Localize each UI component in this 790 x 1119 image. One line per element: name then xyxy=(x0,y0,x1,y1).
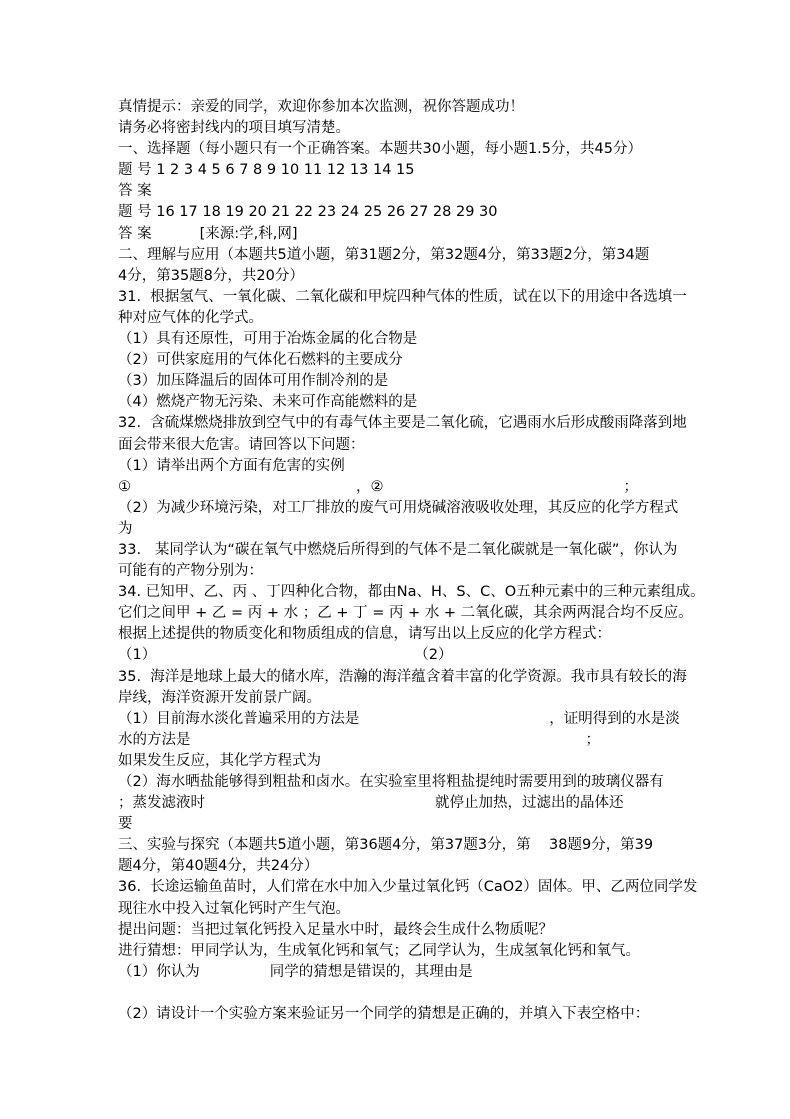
q36-part1[interactable] xyxy=(118,962,678,983)
section2-heading-cont: 4分，第35题8分，共20分） xyxy=(118,267,304,284)
q31-text: 31. 根据氢气、一氧化碳、二氧化碳和甲烷四种气体的性质，试在以下的用途中各选填一 xyxy=(118,288,687,305)
q35-part1-text-c: 水的方法是 xyxy=(118,731,191,748)
q33-text: 33. 某同学认为“碳在氧气中燃烧后所得到的气体不是二氧化碳就是一氧化碳”，你认为 xyxy=(118,541,678,558)
q35-part1-line2[interactable] xyxy=(118,730,678,751)
q36-text: 36. 长途运输鱼苗时，人们常在水中加入少量过氧化钙（CaO2）固体。甲、乙两位同学发 xyxy=(118,879,698,896)
question-numbers: 1 2 3 4 5 6 7 8 9 10 11 12 13 14 15 xyxy=(156,162,415,179)
answer-row-2[interactable] xyxy=(118,224,678,245)
q36-part2: （2）请设计一个实验方案来验证另一个同学的猜想是正确的，并填入下表空格中： xyxy=(118,1006,650,1023)
q35-text-cont: 岸线，海洋资源开发前景广阔。 xyxy=(118,689,321,706)
q32-text: 32. 含硫煤燃烧排放到空气中的有毒气体主要是二氧化硫，它遇雨水后形成酸雨降落到地 xyxy=(118,415,687,432)
q35-text: 35. 海洋是地球上最大的储水库，浩瀚的海洋蕴含着丰富的化学资源。我市具有较长的海 xyxy=(118,668,687,685)
q36-part1-text-b: 同学的猜想是错误的，其理由是 xyxy=(269,963,473,980)
q36-text-cont: 现往水中投入过氧化钙时产生气泡。 xyxy=(118,900,350,917)
q35-part2-line3[interactable]: 要 xyxy=(118,816,133,833)
blank-line[interactable] xyxy=(118,983,678,1004)
section1-heading: 一、选择题（每小题只有一个正确答案。本题共30小题，每小题1.5分，共45分） xyxy=(118,141,642,158)
q32-part2-end[interactable]: 为 xyxy=(118,520,133,537)
source-note: [来源:学,科,网] xyxy=(199,225,298,242)
q31-part4: （4）燃烧产物无污染、未来可作高能燃料的是 xyxy=(118,394,418,411)
q34-text-3: 根据上述提供的物质变化和物质组成的信息，请写出以上反应的化学方程式： xyxy=(118,626,611,643)
q31-text-cont: 种对应气体的化学式。 xyxy=(118,309,263,326)
exam-page xyxy=(118,97,705,1025)
q35-part2-text-b: ；蒸发滤液时 xyxy=(118,795,205,812)
q35-part1[interactable] xyxy=(118,709,678,730)
q31-part2: （2）可供家庭用的气体化石燃料的主要成分 xyxy=(118,352,403,369)
section3-heading: 三、实验与探究（本题共5道小题，第36题4分，第37题3分，第 38题9分，第39 xyxy=(118,837,654,854)
question-number-row-2 xyxy=(118,202,678,223)
q34-text: 34. 已知甲、乙、丙 、丁四种化合物，都由Na、H、S、C、O五种元素中的三种元素组成。 xyxy=(118,584,705,601)
blank-2-label: ，② xyxy=(356,478,384,495)
answer-2-label: （2） xyxy=(414,647,453,664)
q35-part1-line3[interactable]: 如果发生反应，其化学方程式为 xyxy=(118,752,321,769)
answer-row-1[interactable]: 答 案 xyxy=(118,183,152,200)
q35-part2-line2[interactable] xyxy=(118,793,678,814)
intro-notice: 请务必将密封线内的项目填写清楚。 xyxy=(118,120,350,137)
answer-label: 答 案 xyxy=(118,225,152,242)
intro-tip: 真情提示：亲爱的同学，欢迎你参加本次监测，祝你答题成功！ xyxy=(118,99,524,115)
q33-text-cont[interactable]: 可能有的产物分别为： xyxy=(118,563,263,580)
section3-heading-cont: 题4分，第40题4分，共24分） xyxy=(118,858,319,875)
q34-text-2: 它们之间甲 + 乙 = 丙 + 水 ；乙 + 丁 = 丙 + 水 + 二氧化碳，其余两两混合均不反应。 xyxy=(118,605,693,622)
section2-heading: 二、理解与应用（本题共5道小题，第31题2分，第32题4分，第33题2分，第34题 xyxy=(118,246,650,263)
q34-answers[interactable] xyxy=(118,645,678,666)
q35-part2-text-c: 就停止加热，过滤出的晶体还 xyxy=(435,795,624,812)
row-label: 题 号 xyxy=(118,204,152,221)
q32-part1: （1）请举出两个方面有危害的实例 xyxy=(118,457,345,474)
q35-part1-text-b: ，证明得到的水是淡 xyxy=(549,710,680,727)
q32-part2: （2）为减少环境污染，对工厂排放的废气可用烧碱溶液吸收处理，其反应的化学方程式 xyxy=(118,499,679,516)
q31-part1: （1）具有还原性，可用于冶炼金属的化合物是 xyxy=(118,331,418,348)
q35-part1-text: （1）目前海水淡化普遍采用的方法是 xyxy=(118,710,360,727)
blank-1-label: ① xyxy=(118,478,131,495)
q36-question: 提出问题：当把过氧化钙投入足量水中时，最终会生成什么物质呢？ xyxy=(118,921,553,938)
q36-hypothesis: 进行猜想：甲同学认为，生成氧化钙和氧气；乙同学认为，生成氢氧化钙和氧气。 xyxy=(118,942,640,959)
answer-1-label: （1） xyxy=(118,647,157,664)
row-label: 题 号 xyxy=(118,162,152,179)
q31-part3: （3）加压降温后的固体可用作制冷剂的是 xyxy=(118,373,389,390)
q32-blanks[interactable] xyxy=(118,477,678,498)
q32-text-cont: 面会带来很大危害。请回答以下问题： xyxy=(118,436,365,453)
q35-part2: （2）海水晒盐能够得到粗盐和卤水。在实验室里将粗盐提纯时需要用到的玻璃仪器有 xyxy=(118,774,664,790)
q36-part1-text: （1）你认为 xyxy=(118,963,200,980)
q35-part1-text-d: ； xyxy=(585,731,600,748)
blank-end: ； xyxy=(623,478,638,495)
question-numbers: 16 17 18 19 20 21 22 23 24 25 26 27 28 29 30 xyxy=(156,204,498,221)
question-number-row-1 xyxy=(118,160,678,181)
